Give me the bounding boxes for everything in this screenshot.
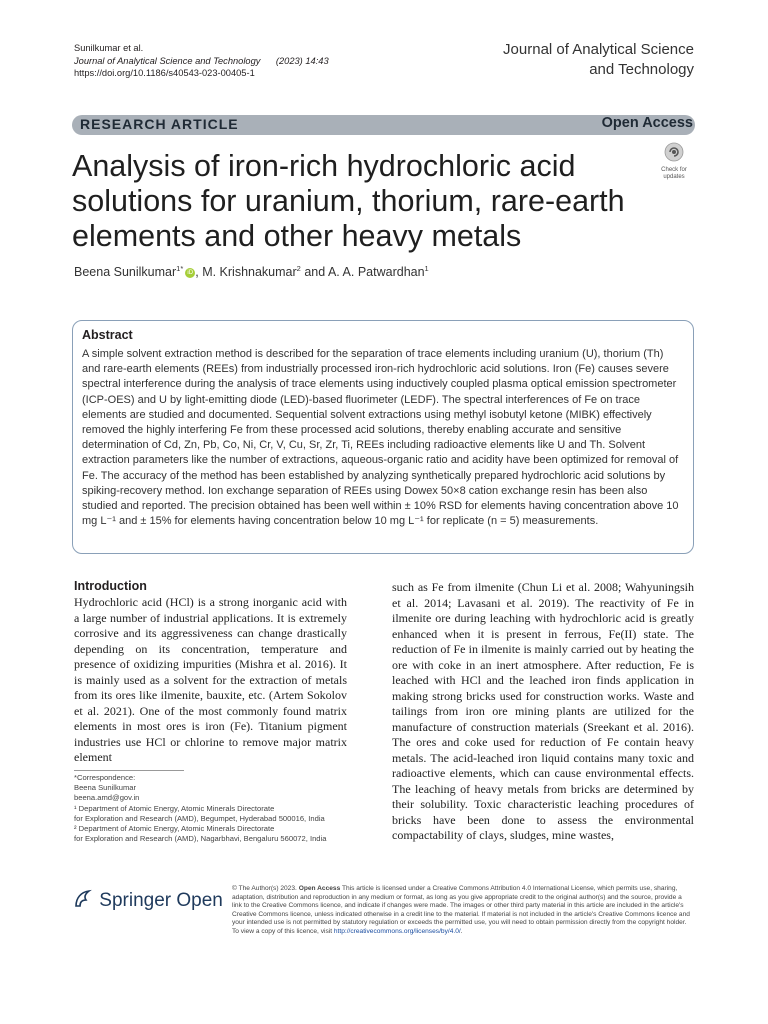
orcid-icon[interactable]: iD	[185, 268, 195, 278]
author-name[interactable]: and A. A. Patwardhan	[300, 265, 425, 280]
correspondence-email[interactable]: beena.amd@gov.in	[74, 793, 140, 803]
author-list: Beena Sunilkumar$^{1*}$ iD , M. Krishnakumar$^2$ and A. A. Patwardhan$^1$	[74, 264, 429, 280]
abstract-text: A simple solvent extraction method is described for the separation of trace elements including uranium (U), thorium (Th) and rare-earth elements (REEs) from industrially processed iron-rich hydrochloric acid solutions. Iron (Fe) causes severe spectral interference during the analysis of trace elements using inductively coupled plasma optical emission spectrometer (ICP-OES) and U by light-emitting diode (LED)-based fluorimeter (LEDF). The spectral interferences of Fe on trace elements are studied and documented. Sequential solvent extractions using methyl isobutyl ketone (MIBK) effectively removed the highly interfering Fe from these processed acid solutions, thereby enabling accurate and sensitive determination of Cd, Zn, Pb, Co, Ni, Cr, V, Cu, Sr, Zr, Ti, REEs including radioactive elements like U and Th. Solvent extraction parameters like the number of extractions, aqueous-organic ratio and acidity have been optimized for removal of Fe. The accuracy of the method has been established by analyzing synthetically prepared hydrochloric acid solutions by spiking-recovery method. Ion exchange separation of REEs using Dowex 50×8 cation exchange resin has been also studied and reported. The precision obtained has been well within ± 10% RSD for elements having concentration above 10 mg L⁻¹ and ± 15% for elements having concentration below 10 mg L⁻¹ for replicate (n = 5) measurements.	[82, 348, 679, 528]
meta-author: Sunilkumar et al.	[74, 43, 144, 53]
abstract-heading: Abstract	[82, 328, 133, 342]
check-for-updates-button[interactable]: Check for updates	[655, 142, 693, 180]
open-access-label: Open Access	[601, 115, 693, 131]
body-column-right: such as Fe from ilmenite (Chun Li et al. 2008; Wahyuningsih et al. 2014; Lavasani et al. 2019). The reactivity of Fe in ilmenite ore during leaching with hydrochloric acid is greatly enhanced when it is present in ferrous, Fe(II) state. The reduction of Fe in ilmenite is mainly carried out by heating the ore with coke in an inert atmosphere. After reduction, Fe is leached with HCl and the leached iron finds application in making strong bricks used for construction works. Waste and tailings from iron ore mining plants are utilized for the manufacture of construction materials (Sreekant et al. 2016). The ores and coke used for reduction of Fe contain heavy metals. The acid-leached iron liquid contains many toxic and radioactive elements, which can cause environmental effects. The leaching of heavy metals from bricks are determined by their solubility. Toxic characteristic leaching procedures of bricks have been done to assess the environmental compactability of clays, sludges, mine wastes,	[392, 580, 694, 842]
springer-open-logo: Springer Open	[72, 888, 223, 912]
author-name[interactable]: , M. Krishnakumar	[195, 265, 297, 280]
meta-doi[interactable]: https://doi.org/10.1186/s40543-023-00405-1	[74, 68, 255, 78]
check-updates-icon	[664, 142, 684, 162]
springer-horse-icon	[72, 888, 94, 910]
meta-journal: Journal of Analytical Science and Technology (2023) 14:43	[74, 55, 329, 66]
license-link[interactable]: http://creativecommons.org/licenses/by/4.0/	[333, 927, 461, 935]
journal-name: Journal of Analytical Science and Technology	[503, 41, 694, 78]
article-meta	[74, 42, 329, 80]
body-column-left: Hydrochloric acid (HCl) is a strong inorganic acid with a large number of industrial applications. It is extremely corrosive and its aggressiveness can change drastically depending on its concentration, temperature and presence of oxidizing impurities (Mishra et al. 2016). It is mainly used as a solvent for the extraction of metals from its ores like ilmenite, bauxite, etc. (Artem Sokolov et al. 2021). One of the most commonly found matrix elements in most ores is iron (Fe). Titanium pigment industries use HCl or chlorine to remove major matrix element	[74, 595, 347, 764]
license-text: © The Author(s) 2023. Open Access This article is licensed under a Creative Commons Attribution 4.0 International License, which permits use, sharing, adaptation, distribution and reproduction in any medium or format, as long as you give appropriate credit to the original author(s) and the source, provide a link to the Creative Commons licence, and indicate if changes were made. The images or other third party material in this article are included in the article's Creative Commons licence, unless indicated otherwise in a credit line to the material. If material is not included in the article's Creative Commons licence and your intended use is not permitted by statutory regulation or exceeds the permitted use, you will need to obtain permission directly from the copyright holder. To view a copy of this licence, visit http://creativecommons.org/licenses/by/4.0/.	[232, 885, 690, 935]
author-name[interactable]: Beena Sunilkumar	[74, 265, 177, 280]
footnotes: *Correspondence: Beena Sunilkumar beena.amd@gov.in ¹ Department of Atomic Energy, Atomic Minerals Directorate for Exploration and Research (AMD), Begumpet, Hyderabad 500016, India ² Department of Atomic Energy, Atomic Minerals Directorate for Exploration and Research (AMD), Nagarbhavi, Bengaluru 560072, India	[74, 773, 364, 844]
footnote-divider	[74, 770, 184, 771]
introduction-heading: Introduction	[74, 579, 147, 593]
article-type-label: RESEARCH ARTICLE	[80, 116, 239, 132]
article-title: Analysis of iron-rich hydrochloric acid solutions for uranium, thorium, rare-earth elements and other heavy metals	[72, 149, 625, 253]
